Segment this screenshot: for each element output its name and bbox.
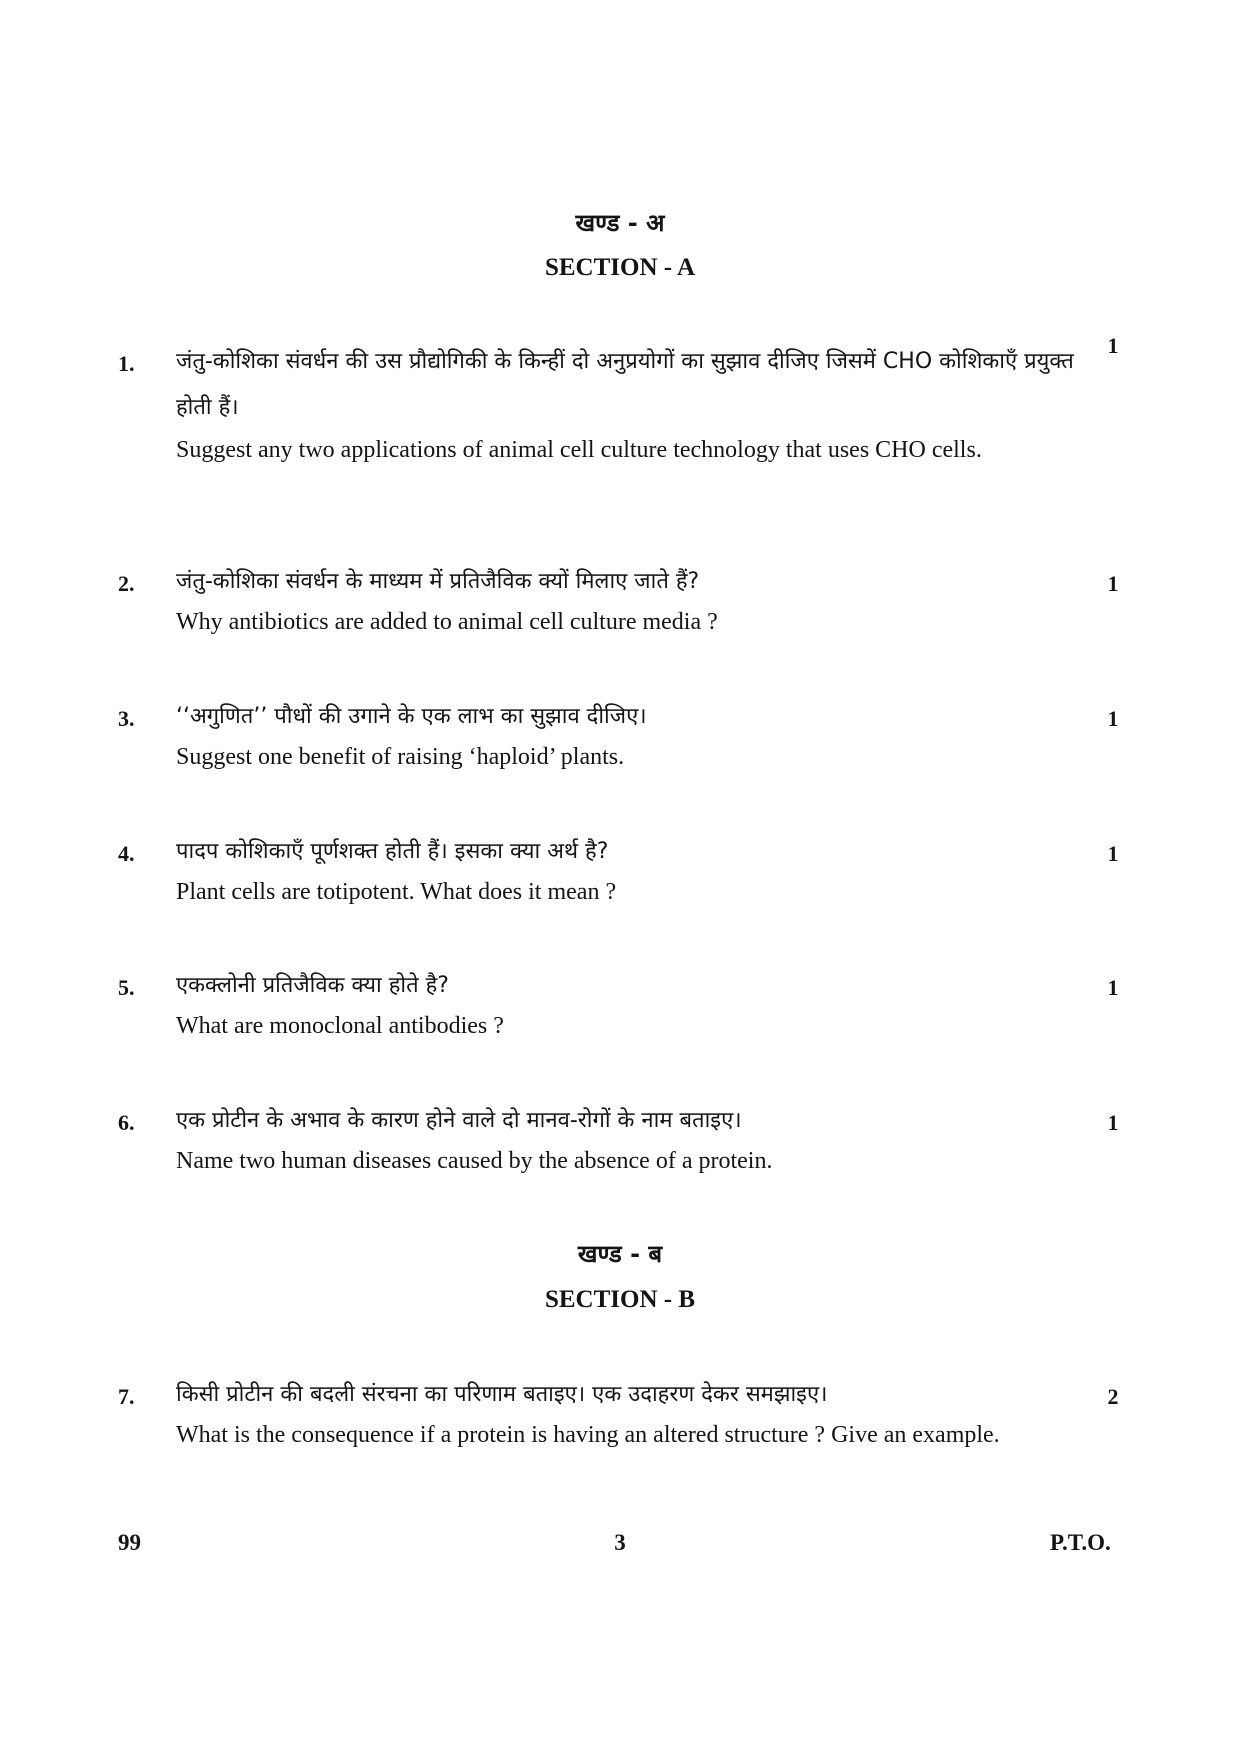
question-hindi-text: एकक्लोनी प्रतिजैविक क्या होते है?: [176, 973, 449, 998]
section-a-title: SECTION - A: [544, 254, 696, 281]
section-b-title: SECTION - B: [544, 1286, 696, 1313]
question-hindi-text: जंतु-कोशिका संवर्धन के माध्यम में प्रतिजैविक क्यों मिलाए जाते हैं?: [176, 569, 700, 594]
question-english-text: Plant cells are totipotent. What does it mean ?: [176, 879, 617, 905]
question-english-text: Why antibiotics are added to animal cell culture media ?: [176, 609, 718, 635]
pto-label: P.T.O.: [1050, 1530, 1111, 1555]
section-b-hindi-title: खण्ड - ब: [577, 1240, 663, 1268]
question-marks: 1: [1107, 706, 1119, 731]
question-number: 6.: [118, 1110, 135, 1135]
question-number: 2.: [118, 571, 135, 596]
question-number: 3.: [118, 706, 135, 731]
question-english-text: What are monoclonal antibodies ?: [176, 1013, 504, 1039]
question-marks: 2: [1107, 1384, 1119, 1409]
question-marks: 1: [1107, 841, 1119, 866]
question-hindi-text: एक प्रोटीन के अभाव के कारण होने वाले दो मानव-रोगों के नाम बताइए।: [176, 1108, 742, 1133]
question-marks: 1: [1107, 1110, 1119, 1135]
question-english-text: What is the consequence if a protein is having an altered structure ? Give an example.: [176, 1422, 1000, 1448]
section-a-hindi-title: खण्ड - अ: [575, 209, 665, 237]
question-english-text: Suggest any two applications of animal cell culture technology that uses CHO cells.: [176, 437, 982, 463]
question-marks: 1: [1107, 975, 1119, 1000]
paper-code: 99: [118, 1530, 141, 1555]
question-english-text: Name two human diseases caused by the absence of a protein.: [176, 1148, 773, 1174]
question-number: 7.: [118, 1384, 135, 1409]
question-number: 4.: [118, 841, 135, 866]
page-number: 3: [614, 1530, 626, 1555]
question-hindi-text: ‘‘अगुणित’’ पौधों की उगाने के एक लाभ का सुझाव दीजिए।: [176, 704, 647, 729]
question-hindi-text: पादप कोशिकाएँ पूर्णशक्त होती हैं। इसका क्या अर्थ है?: [176, 839, 609, 864]
question-hindi-text: जंतु-कोशिका संवर्धन की उस प्रौद्योगिकी के किन्हीं दो अनुप्रयोगों का सुझाव दीजिए जिसमें CHO कोशिकाएँ प्रयुक्त होती हैं।: [176, 349, 1074, 420]
question-hindi-text: किसी प्रोटीन की बदली संरचना का परिणाम बताइए। एक उदाहरण देकर समझाइए।: [176, 1382, 828, 1407]
question-marks: 1: [1107, 333, 1119, 358]
question-english-text: Suggest one benefit of raising ‘haploid’ plants.: [176, 744, 625, 770]
question-number: 1.: [118, 351, 135, 376]
question-marks: 1: [1107, 571, 1119, 596]
question-number: 5.: [118, 975, 135, 1000]
